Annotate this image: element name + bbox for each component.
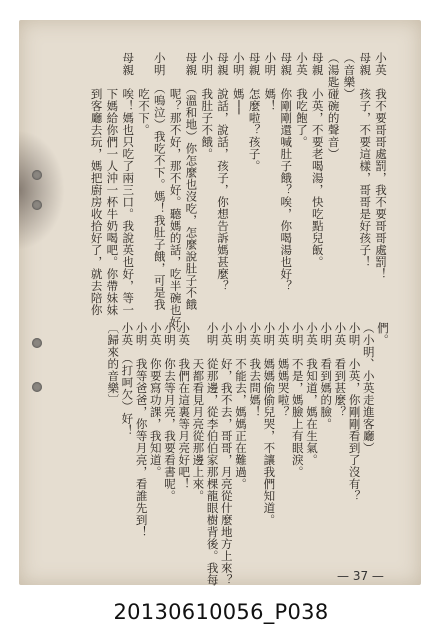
script-line: 小明 媽媽偷偷兒哭，不讓我們知道。	[262, 322, 277, 526]
script-line: 小明 從那邊，從李伯伯家那棵龍眼樹背後。我每	[205, 322, 220, 586]
script-line: 天都看見月亮從那邊上來。	[191, 322, 206, 502]
script-line: 母親 說話，說話，孩子，你想告訴媽甚麼？	[216, 52, 230, 292]
edge-stain	[19, 130, 65, 250]
script-line: 小英 我去問媽！	[248, 322, 263, 418]
script-line: 小英 你要寫功課，我知道。	[148, 322, 163, 478]
script-line: 小明 我肚子不餓。	[200, 52, 215, 160]
script-line: 母親 你剛剛還喊肚子餓？唉，你喝湯也好？	[279, 52, 294, 292]
script-line: 小英 好，我不去，哥哥，月亮從什麼地方上來？	[219, 322, 234, 586]
script-line: 〔歸來的音樂〕	[106, 322, 121, 406]
script-line: 小明 （嗚泣）我吃不下。媽！我肚子餓，可是我	[152, 52, 167, 311]
script-line: （湯匙碰碗的聲音）	[326, 52, 341, 160]
script-line: 呢？那不好，那不好。聽媽的話，吃半碗也好。	[168, 52, 183, 340]
script-line: （小明、小英走進客廳）	[361, 322, 376, 454]
script-line: 母親 怎麼啦？孩子。	[247, 52, 262, 172]
script-line: 下媽給你們一人沖一杯牛奶喝吧。你帶妹妹	[105, 52, 120, 316]
script-line: 母親 孩子，不要這樣，哥哥是好孩子！	[358, 52, 373, 268]
script-line: 小明 你去等月亮，我要看書呢。	[163, 322, 177, 502]
binding-hole	[32, 170, 42, 180]
script-line: 小英 媽媽哭啦？	[276, 322, 291, 418]
script-line: 小明 不能去，媽媽正在難過。	[234, 322, 248, 490]
script-line: 小英 我不要哥哥處罰，我不要哥哥處罰！	[374, 52, 388, 280]
binding-hole	[32, 382, 42, 392]
script-line: 小明 不是，媽臉上有眼淚。	[290, 322, 305, 478]
script-line: 小明 小英，你剛剛看到了沒有？	[347, 322, 362, 502]
script-line: 小明 看到媽的臉。	[319, 322, 334, 430]
script-line: 小英 我們在這裏等月亮好吧！	[177, 322, 192, 490]
scanned-script-page	[19, 20, 421, 585]
script-line: 小英 看到甚麼？	[333, 322, 348, 418]
script-line: 母親 唉！媽也只吃了兩三口。我說英也好，等一	[121, 52, 136, 316]
script-line: 到客廳去玩，媽把廚房收拾好了，就去陪你	[89, 52, 104, 316]
script-line: 小明 媽！	[263, 52, 278, 112]
script-line: 母親 （溫和地）你怎麼也沒吃，怎麼說肚子不餓	[184, 52, 199, 311]
binding-hole	[32, 338, 42, 348]
script-line: 小英 我知道，媽在生氣。	[305, 322, 319, 466]
page-number: — 37 —	[337, 569, 384, 583]
script-line: 母親 小英，不要老喝湯，快吃點兒飯。	[310, 52, 325, 268]
script-line: （音樂）	[342, 52, 357, 100]
script-line: 小明 我等爸爸，你等月亮，看誰先到！	[134, 322, 149, 538]
script-line: 們。	[376, 322, 390, 346]
script-line: 小英 我吃飽了。	[295, 52, 309, 148]
script-line: 小英 （打呵欠）好！	[120, 322, 135, 437]
script-line: 吃不下。	[137, 52, 151, 136]
script-line: 小明 媽──	[231, 52, 246, 115]
binding-hole	[32, 200, 42, 210]
image-caption: 20130610056_P038	[113, 600, 329, 624]
